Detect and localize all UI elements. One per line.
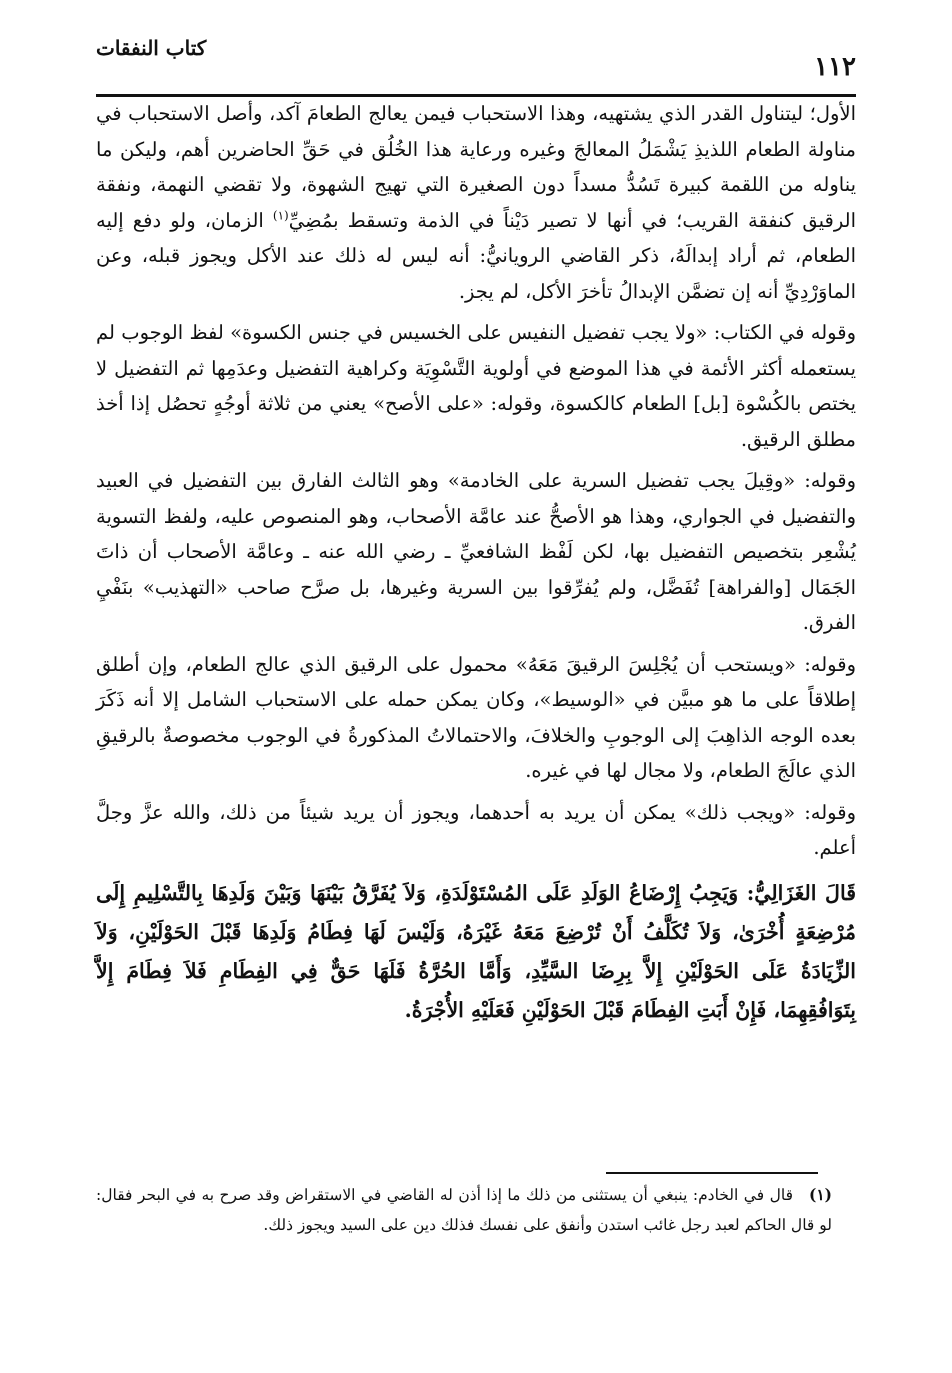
paragraph-1-part-a: الأول؛ ليتناول القدر الذي يشتهيه، وهذا الاستحباب فيمن يعالج الطعامَ آكد، وأصل الاستحباب في مناولة الطعام اللذيذِ يَشْمَلُ المعالجَ وغيره ورعاية هذا الخُلُق في حَقِّ الحاضرين أهم، وليكن ما يناوله من اللقمة كبيرة تَسُدُّ مسداً دون الصغيرة التي تهيج الشهوة، ولا تقضي النهمة، ونفقة الرقيق كنفقة القريب؛ في أنها لا تصير دَيْناً في الذمة وتسقط بمُضِيِّ: [96, 102, 856, 232]
footnote-divider: [606, 1172, 818, 1174]
paragraph-3: وقوله: «وقِيلَ يجب تفضيل السرية على الخادمة» وهو الثالث الفارق بين التفضيل في العبيد والتفضيل في الجواري، وهذا هو الأصحُّ عند عامَّة الأصحاب، وهو المنصوص عليه، ولفظ التسوية يُشْعِر بتخصيص التفضيل بها، لكن لَفْظ الشافعيِّ ـ رضي الله عنه ـ وعامَّة الأصحاب أن ذاتَ الجَمَال [والفراهة] تُفَضَّل، ولم يُفرِّقوا بين السرية وغيرها، بل صرَّح صاحب «التهذيب» بنَفْيِ الفرق.: [96, 469, 856, 634]
footnote-text: قال في الخادم: ينبغي أن يستثنى من ذلك ما إذا أذن له القاضي في الاستقراض وقد صرح به في البحر فقال: لو قال الحاكم لعبد رجل غائب استدن وأنفق على نفسك فذلك دين على السيد ويجوز ذلك.: [96, 1186, 832, 1234]
paragraph-2: وقوله في الكتاب: «ولا يجب تفضيل النفيس على الخسيس في جنس الكسوة» لفظ الوجوب لم يستعمله أكثر الأئمة في هذا الموضع في أولوية التَّسْوِيَة وكراهية التفضيل وعدَمِها ثم التفضيل لا يختص بالكُسْوة [بل] الطعام كالكسوة، وقوله: «على الأصح» يعني من ثلاثة أوجُهٍ تحصُل إذا أخذ مطلق الرقيق.: [96, 321, 856, 451]
running-title: كتاب النفقات: [96, 36, 207, 60]
paragraph-4: وقوله: «ويستحب أن يُجْلِسَ الرقيقَ مَعَهُ» محمول على الرقيق الذي عالج الطعام، وإن أطلق إطلاقاً على ما هو مبيَّن في «الوسيط»، وكان يمكن حمله على الاستحباب الشامل إلا أنه ذَكَرَ بعده الوجه الذاهِبَ إلى الوجوبِ والخلافَ، والاحتمالاتُ المذكورةُ في الوجوب مخصوصةٌ بالرقيقِ الذي عالَجَ الطعام، ولا مجال لها في غيره.: [96, 652, 856, 782]
footnote-reference: (١): [272, 208, 289, 222]
paragraph-5: وقوله: «ويجب ذلك» يمكن أن يريد به أحدهما، ويجوز أن يريد شيئاً من ذلك، والله عزَّ وجلَّ أعلم.: [96, 800, 856, 859]
page-header: [96, 32, 856, 97]
ghazali-quote: قَالَ الغَزَالِيُّ: وَيَجِبُ إِرْضَاعُ الوَلَدِ عَلَى المُسْتَوْلَدَةِ، وَلاَ يُفَرَّقُ بَيْنَهَا وَبَيْنَ وَلَدِهَا بِالتَّسْلِيمِ إِلَى مُرْضِعَةٍ أُخْرَىٰ، وَلاَ تُكَلَّفُ أَنْ تُرْضِعَ مَعَهُ غَيْرَهُ، وَلَيْسَ لَهَا فِطَامُ وَلَدِهَا قَبْلَ الحَوْلَيْنِ، وَلاَ الزِّيَادَةُ عَلَى الحَوْلَيْنِ إِلاَّ بِرِضَا السَّيِّدِ، وَأَمَّا الحُرَّةُ فَلَهَا حَقٌّ فِي الفِطَامِ فَلاَ فِطَامَ إِلاَّ بِتَوَافُقِهِمَا، فَإِنْ أَبَتِ الفِطَامَ قَبْلَ الحَوْلَيْنِ فَعَلَيْهِ الأُجْرَةُ.: [96, 880, 856, 1022]
footnote-marker: (١): [808, 1185, 832, 1204]
paragraph-1: [96, 96, 856, 309]
main-text: [96, 96, 856, 1036]
footnote-1: [96, 1180, 832, 1240]
paragraph-1-part-b: الزمان، ولو دفع إليه الطعام، ثم أراد إبدالَهُ، ذكر القاضي الرويانيُّ: أنه ليس له ذلك عند الأكل ويجوز قبله، وعن الماوَرْدِيِّ أنه إن تضمَّن الإبدالُ تأخرَ الأكل، لم يجز.: [96, 208, 856, 303]
footnotes: [96, 1180, 832, 1240]
page-number: ١١٢: [814, 52, 856, 82]
